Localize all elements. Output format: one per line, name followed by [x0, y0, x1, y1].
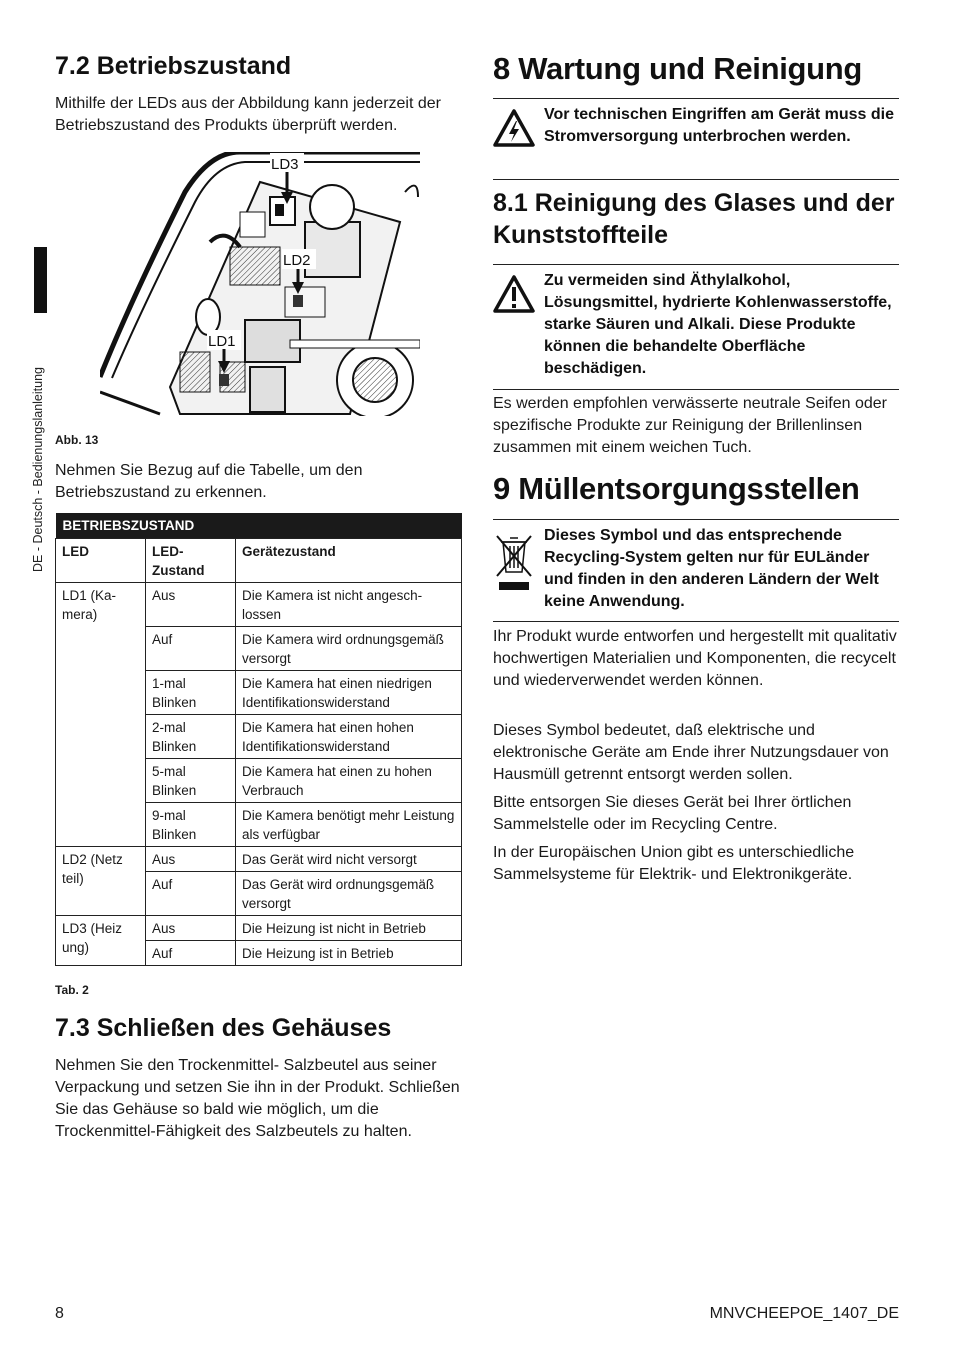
- led-figure: [100, 152, 420, 416]
- led-state-cell: 1-mal Blinken: [146, 671, 236, 715]
- status-table: [55, 513, 462, 966]
- led-state-cell: 9-mal Blinken: [146, 803, 236, 847]
- device-state-cell: Das Gerät wird ordnungsgemäß versorgt: [236, 872, 462, 916]
- led-state-cell: Auf: [146, 627, 236, 671]
- electric-hazard-icon: [493, 109, 535, 147]
- column-header-led: LED: [56, 539, 146, 583]
- section-7-3-title: 7.3 Schließen des Gehäuses: [55, 1014, 392, 1042]
- device-state-cell: Die Heizung ist nicht in Betrieb: [236, 916, 462, 941]
- ld1-led: [219, 374, 229, 386]
- led-state-cell: Aus: [146, 583, 236, 627]
- document-code: MNVCHEEPOE_1407_DE: [709, 1305, 899, 1322]
- device-state-cell: Die Kamera benötigt mehr Leistung als verfügbar: [236, 803, 462, 847]
- led-cell: LD2 (Netz teil): [56, 847, 146, 916]
- led-state-cell: 2-mal Blinken: [146, 715, 236, 759]
- disposal-paragraph-2: Dieses Symbol bedeutet, daß elektrische und elektronische Geräte am Ende ihrer Nutzungsdauer von Hausmüll getrennt entsorgt werden sollen.: [493, 722, 889, 783]
- section-7-2-title: 7.2 Betriebszustand: [55, 52, 292, 80]
- section-7-2-intro: Mithilfe der LEDs aus der Abbildung kann jederzeit der Betriebszustand des Produkts überprüft werden.: [55, 95, 441, 134]
- led-cell: LD3 (Heiz ung): [56, 916, 146, 966]
- column-header-led-state: LED- Zustand: [146, 539, 236, 583]
- disposal-paragraph-4: In der Europäischen Union gibt es unterschiedliche Sammelsysteme für Elektrik- und Elektronikgeräte.: [493, 844, 855, 883]
- section-7-3-text: Nehmen Sie den Trockenmittel- Salzbeutel aus seiner Verpackung und setzen Sie ihn in der Produkt. Schließen Sie das Gehäuse so bald wie möglich, um die Trockenmittel-Fähigkeit des Salzbeutels zu halten.: [55, 1057, 460, 1140]
- device-state-cell: Das Gerät wird nicht versorgt: [236, 847, 462, 872]
- table-caption: Tab. 2: [55, 983, 89, 997]
- weee-notice-box: [493, 519, 899, 622]
- disposal-paragraph-1: Ihr Produkt wurde entworfen und hergestellt mit qualitativ hochwertigen Materialien und Komponenten, die recycelt und wiederverwendet werden können.: [493, 628, 897, 689]
- crossed-bin-icon: [493, 532, 533, 592]
- ld3-led: [275, 204, 284, 216]
- device-state-cell: Die Kamera hat einen niedrigen Identifikationswiderstand: [236, 671, 462, 715]
- weee-notice-text: Dieses Symbol und das entsprechende Recycling-System gelten nur für EULänder und finden in den anderen Ländern der Welt keine Anwendung.: [544, 527, 879, 610]
- table-title: BETRIEBSZUSTAND: [56, 513, 462, 539]
- device-state-cell: Die Kamera wird ordnungsgemäß versorgt: [236, 627, 462, 671]
- sidebar-marker: [34, 247, 47, 313]
- ld2-led: [293, 295, 303, 307]
- electrical-warning-text: Vor technischen Eingriffen am Gerät muss die Stromversorgung unterbrochen werden.: [544, 106, 895, 145]
- ld2-label: LD2: [283, 252, 311, 269]
- led-state-cell: Auf: [146, 941, 236, 966]
- table-row: [56, 583, 462, 627]
- figure-caption: Abb. 13: [55, 433, 99, 447]
- sidebar-label: DE - Deutsch - Bedienungslanleitung: [31, 367, 45, 572]
- table-row: [56, 916, 462, 941]
- disposal-paragraph-3: Bitte entsorgen Sie dieses Gerät bei Ihrer örtlichen Sammelstelle oder im Recycling Centre.: [493, 794, 852, 833]
- device-state-cell: Die Kamera hat einen zu hohen Verbrauch: [236, 759, 462, 803]
- electrical-warning-box: [493, 98, 899, 180]
- table-row: [56, 847, 462, 872]
- section-8-1-title: 8.1 Reinigung des Glases und der Kunststoffteile: [493, 189, 895, 249]
- chemical-warning-text: Zu vermeiden sind Äthylalkohol, Lösungsmittel, hydrierte Kohlenwasserstoffe, starke Säuren und Alkali. Diese Produkte können die behandelte Oberfläche beschädigen.: [544, 272, 892, 377]
- section-9-title: 9 Müllentsorgungsstellen: [493, 471, 860, 506]
- led-cell: LD1 (Ka- mera): [56, 583, 146, 847]
- led-state-cell: Aus: [146, 847, 236, 872]
- circuit-board-illustration: [100, 152, 420, 416]
- cleaning-text: Es werden empfohlen verwässerte neutrale Seifen oder spezifische Produkte zur Reinigung der Brillenlinsen zusammen mit einem weichen Tuch.: [493, 395, 887, 456]
- led-state-cell: Auf: [146, 872, 236, 916]
- device-state-cell: Die Kamera ist nicht angesch- lossen: [236, 583, 462, 627]
- table-reference-text: Nehmen Sie Bezug auf die Tabelle, um den Betriebszustand zu erkennen.: [55, 462, 363, 501]
- led-state-cell: Aus: [146, 916, 236, 941]
- ld3-label: LD3: [271, 156, 299, 173]
- chemical-warning-box: [493, 264, 899, 390]
- section-8-title: 8 Wartung und Reinigung: [493, 51, 863, 86]
- ld1-label: LD1: [208, 333, 236, 350]
- led-state-cell: 5-mal Blinken: [146, 759, 236, 803]
- warning-icon: [493, 275, 535, 313]
- device-state-cell: Die Heizung ist in Betrieb: [236, 941, 462, 966]
- column-header-device-state: Gerätezustand: [236, 539, 462, 583]
- device-state-cell: Die Kamera hat einen hohen Identifikationswiderstand: [236, 715, 462, 759]
- page-number: 8: [55, 1305, 64, 1322]
